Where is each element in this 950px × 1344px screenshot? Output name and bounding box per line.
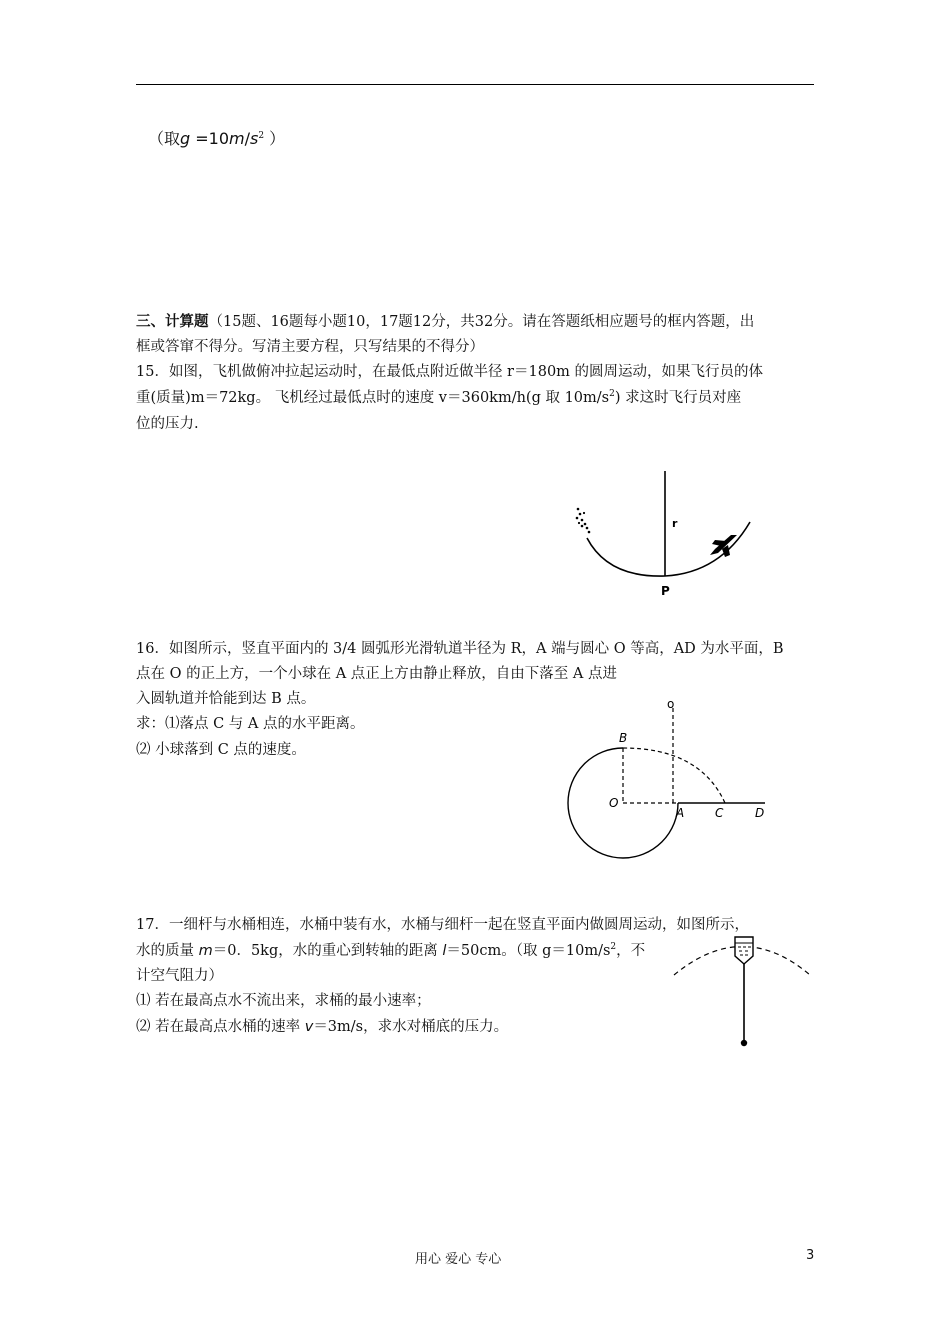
- g-note-open: （取: [148, 129, 181, 148]
- q16-label-a: A: [676, 806, 685, 820]
- q16-label-top-o: o: [667, 697, 675, 711]
- section-title: 三、计算题: [136, 313, 209, 330]
- q15-figure: [560, 465, 770, 605]
- q16-label-b: B: [619, 731, 628, 745]
- q17-line2-c: ＝50cm。（取 g＝10m/s: [446, 943, 611, 959]
- g-note-close: ）: [264, 129, 286, 148]
- q17-line2-a: 水的质量: [136, 943, 199, 959]
- q17-line5-b: ＝3m/s，求水对桶底的压力。: [313, 1019, 509, 1035]
- section-intro-text: （15题、16题每小题10，17题12分，共32分。请在答题纸相应题号的框内答题，出: [208, 314, 755, 330]
- g-note-s: s: [250, 129, 259, 148]
- q17-figure: [668, 928, 818, 1050]
- q17-line2-sup: 2: [610, 942, 617, 952]
- q16-line4: 求：⑴落点 C 与 A 点的水平距离。: [136, 716, 365, 732]
- g-note: [148, 126, 285, 152]
- q17-pivot: [741, 1040, 747, 1046]
- q15-smoke-icon: [576, 508, 591, 534]
- g-note-exp: 2: [258, 131, 265, 141]
- q16-label-c: C: [715, 806, 724, 820]
- q17-line5-a: ⑵ 若在最高点水桶的速率: [136, 1019, 305, 1035]
- footer-slogan: 用心 爱心 专心: [415, 1252, 502, 1267]
- q17-line3: 计空气阻力）: [136, 968, 223, 984]
- header-rule: [136, 84, 814, 85]
- q17-line4: ⑴ 若在最高点水不流出来，求桶的最小速率；: [136, 993, 431, 1009]
- q16-label-o: O: [609, 796, 619, 810]
- g-note-g: g: [180, 129, 191, 148]
- g-note-eq: =10: [190, 129, 230, 148]
- q15-line2-a: 重(质量)m＝72kg。 飞机经过最低点时的速度 v＝360km/h(g 取 10m/s: [136, 390, 610, 406]
- bucket-icon: [735, 937, 753, 964]
- q17-line2-b: ＝0．5kg，水的重心到转轴的距离: [212, 943, 443, 959]
- q16-label-d: D: [755, 806, 765, 820]
- q16-line2: 点在 O 的正上方，一个小球在 A 点正上方由静止释放，自由下落至 A 点进: [136, 666, 617, 682]
- q17-line5: [136, 1014, 508, 1040]
- q16-line3: 入圆轨道并恰能到达 B 点。: [136, 691, 316, 707]
- q16-line5: ⑵ 小球落到 C 点的速度。: [136, 742, 306, 758]
- q16-figure: [555, 690, 785, 870]
- q17-line5-v: v: [304, 1019, 314, 1035]
- q17-line2-m: m: [198, 943, 213, 959]
- q15-line2-b: ) 求这时飞行员对座: [614, 390, 742, 406]
- q16-line1: 16．如图所示，竖直平面内的 3/4 圆弧形光滑轨道半径为 R，A 端与圆心 O 等高，AD 为水平面，B: [136, 641, 784, 657]
- g-note-m: m: [229, 129, 245, 148]
- q15-line3: 位的压力.: [136, 416, 199, 432]
- section3-intro: [136, 309, 754, 335]
- q15-line1: 15．如图，飞机做俯冲拉起运动时，在最低点附近做半径 r＝180m 的圆周运动，如果飞行员的体: [136, 364, 764, 380]
- section3-intro-2: 框或答窜不得分。写清主要方程，只写结果的不得分）: [136, 339, 484, 355]
- q17-line1: 17．一细杆与水桶相连，水桶中装有水，水桶与细杆一起在竖直平面内做圆周运动，如图所示，: [136, 917, 749, 933]
- q17-line2-d: ，不: [616, 943, 646, 959]
- q15-line2: [136, 385, 741, 411]
- g-note-slash: /: [244, 129, 251, 148]
- q17-line2: [136, 938, 645, 964]
- page-number: 3: [806, 1248, 815, 1263]
- q16-trajectory: [623, 748, 725, 803]
- q15-label-p: P: [661, 584, 670, 598]
- q15-line2-sup: 2: [609, 389, 615, 399]
- q17-line2-l: l: [442, 943, 447, 959]
- q15-label-r: r: [672, 517, 678, 530]
